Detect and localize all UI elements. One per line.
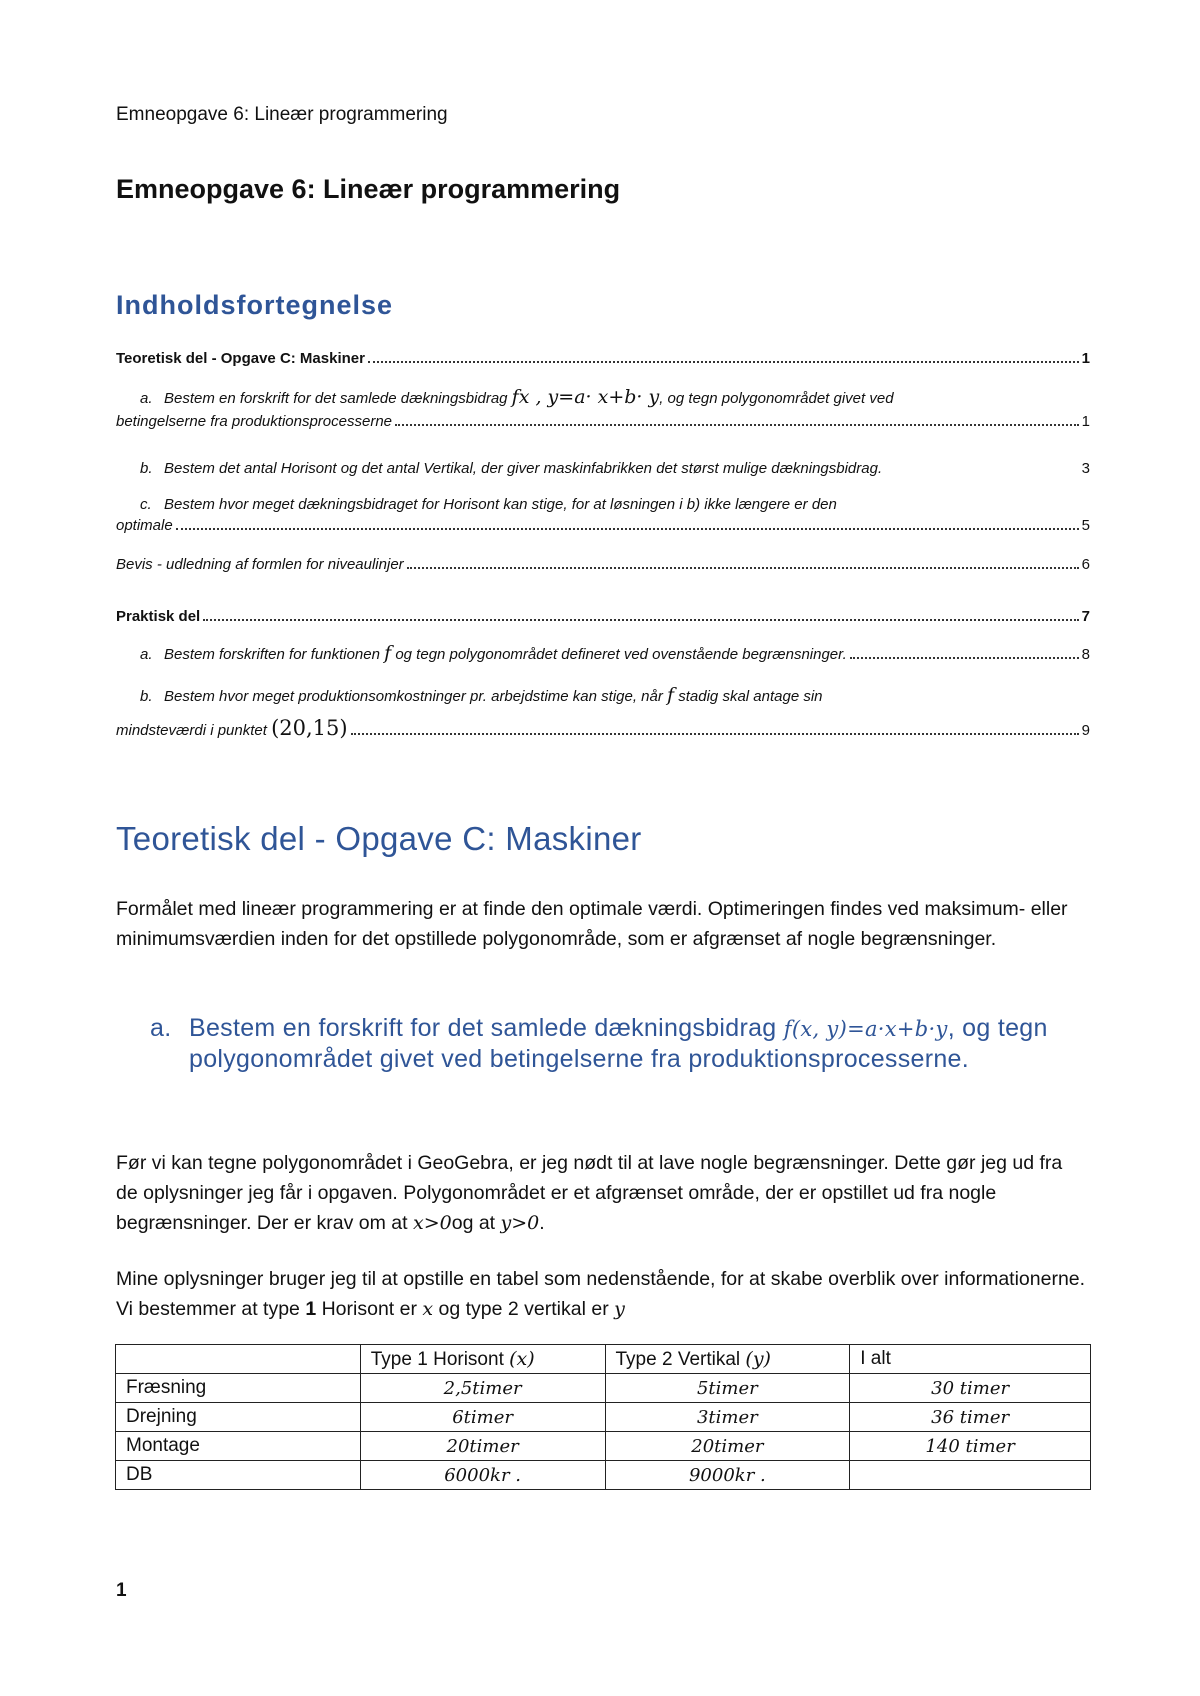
toc-entry-text: Bevis - udledning af formlen for niveaulinjer — [116, 556, 404, 573]
inline-math: x — [422, 1298, 434, 1320]
table-row-label: DB — [116, 1461, 361, 1490]
toc-entry-line2: mindsteværdi i punktet — [116, 722, 267, 739]
document-title: Emneopgave 6: Lineær programmering — [116, 174, 621, 204]
toc-dot-leader — [203, 619, 1078, 621]
toc-page-number: 1 — [1081, 350, 1090, 367]
table-cell: 3timer — [605, 1403, 850, 1432]
subsection-text: Bestem en forskrift for det samlede dækningsbidrag — [189, 1014, 777, 1042]
table-cell — [850, 1461, 1091, 1490]
table-header-horisont: Type 1 Horisont (x) — [360, 1345, 605, 1374]
table-cell: 20timer — [360, 1432, 605, 1461]
subsection-text-after: , og tegn polygonområdet givet ved betingelserne fra produktionsprocesserne. — [189, 1014, 1048, 1073]
table-cell: 9000kr . — [605, 1461, 850, 1490]
page-number: 1 — [116, 1580, 127, 1601]
section-title: Teoretisk del - Opgave C: Maskiner — [116, 820, 642, 857]
table-cell: 140 timer — [850, 1432, 1091, 1461]
table-row — [116, 1432, 1091, 1461]
toc-letter: b. — [140, 460, 153, 477]
toc-math: (20,15) — [271, 716, 348, 740]
table-row-label: Montage — [116, 1432, 361, 1461]
toc-page-number: 9 — [1081, 722, 1090, 739]
toc-page-number: 7 — [1081, 608, 1090, 625]
toc-entry-bevis[interactable] — [116, 556, 1090, 573]
toc-entry-b[interactable] — [116, 460, 1090, 477]
paragraph-text: Horisont er — [321, 1298, 417, 1320]
toc-entry-c[interactable] — [116, 496, 1090, 534]
toc-math: f — [667, 684, 675, 706]
table-header-row — [116, 1345, 1091, 1374]
toc-entry-a[interactable] — [116, 386, 1090, 430]
toc-heading: Indholdsfortegnelse — [116, 290, 394, 320]
table-cell: 6000kr . — [360, 1461, 605, 1490]
table-row — [116, 1403, 1091, 1432]
toc-entry-text: Bestem hvor meget produktionsomkostninger pr. arbejdstime kan stige, når — [164, 688, 663, 705]
table-cell: 20timer — [605, 1432, 850, 1461]
toc-entry-text: Teoretisk del - Opgave C: Maskiner — [116, 350, 365, 367]
toc-entry-text: Bestem forskriften for funktionen — [164, 646, 380, 663]
running-header: Emneopgave 6: Lineær programmering — [116, 104, 448, 125]
table-row-label: Fræsning — [116, 1374, 361, 1403]
inline-number: 1 — [305, 1298, 317, 1320]
toc-dot-leader — [395, 424, 1079, 426]
toc-entry-praktisk-b[interactable] — [116, 684, 1090, 740]
toc-entry-praktisk-a[interactable] — [116, 642, 1090, 664]
toc-entry-line2: optimale — [116, 517, 173, 534]
toc-math: fx , y=a· x+b· y — [511, 386, 660, 408]
paragraph-text: og type 2 vertikal er — [438, 1298, 609, 1320]
inline-math: y>0 — [500, 1212, 540, 1234]
table-cell: 6timer — [360, 1403, 605, 1432]
toc-page-number: 3 — [1081, 460, 1090, 477]
production-table — [115, 1344, 1091, 1490]
table-header-total: I alt — [850, 1345, 1091, 1374]
toc-entry-text: Praktisk del — [116, 608, 201, 625]
intro-paragraph: Formålet med lineær programmering er at finde den optimale værdi. Optimeringen findes ved maksimum- eller minimumsværdien inden for det opstillede polygonområde, som er afgrænset af nogle begrænsninger. — [116, 898, 1068, 950]
toc-entry-text-after: og tegn polygonområdet defineret ved ovenstående begrænsninger. — [395, 646, 847, 663]
subsection-math: f(x, y)=a·x+b·y — [783, 1017, 948, 1041]
table-header-blank — [116, 1345, 361, 1374]
subsection-heading-a — [150, 1013, 1080, 1074]
table-row — [116, 1374, 1091, 1403]
table-cell: 30 timer — [850, 1374, 1091, 1403]
toc-entry-line2: betingelserne fra produktionsprocesserne — [116, 413, 392, 430]
toc-entry-text-after: stadig skal antage sin — [678, 688, 823, 705]
toc-page-number: 6 — [1081, 556, 1090, 573]
paragraph-text: . — [539, 1212, 545, 1234]
toc-letter: b. — [140, 688, 153, 705]
toc-letter: a. — [140, 646, 153, 663]
toc-page-number: 1 — [1081, 413, 1090, 430]
toc-dot-leader — [176, 528, 1079, 530]
toc-entry-text: Bestem det antal Horisont og det antal Vertikal, der giver maskinfabrikken det størst mulige dækningsbidrag. — [164, 460, 883, 477]
paragraph-constraints — [116, 1148, 1086, 1238]
toc-dot-leader — [351, 733, 1079, 735]
paragraph-text: Mine oplysninger bruger jeg til at opstille en tabel som nedenstående, for at skabe overblik over informationerne. Vi bestemmer at type — [116, 1268, 1086, 1320]
toc-entry-teoretisk[interactable] — [116, 350, 1090, 367]
toc-dot-leader — [407, 567, 1079, 569]
toc-letter: c. — [140, 496, 152, 513]
toc-math: f — [384, 642, 392, 664]
inline-math: y — [614, 1298, 625, 1320]
table-cell: 36 timer — [850, 1403, 1091, 1432]
paragraph-text: og at — [451, 1212, 496, 1234]
table-cell: 5timer — [605, 1374, 850, 1403]
toc-entry-text-after: , og tegn polygonområdet givet ved — [659, 390, 894, 407]
toc-entry-praktisk[interactable] — [116, 608, 1090, 625]
toc-letter: a. — [140, 390, 153, 407]
paragraph-table-intro — [116, 1264, 1086, 1324]
paragraph-text: Før vi kan tegne polygonområdet i GeoGebra, er jeg nødt til at lave nogle begrænsninger. Dette gør jeg ud fra de oplysninger jeg får i opgaven. Polygonområdet er et afgrænset område, der er opstillet ud fra nogle begrænsninger. Der er krav om at — [116, 1152, 1063, 1234]
toc-dot-leader — [850, 657, 1079, 659]
table-row-label: Drejning — [116, 1403, 361, 1432]
toc-dot-leader — [368, 361, 1079, 363]
toc-entry-text: Bestem en forskrift for det samlede dækningsbidrag — [164, 390, 508, 407]
table-header-vertikal: Type 2 Vertikal (y) — [605, 1345, 850, 1374]
subsection-letter: a. — [150, 1014, 172, 1042]
inline-math: x>0 — [412, 1212, 452, 1234]
table-row — [116, 1461, 1091, 1490]
toc-entry-text: Bestem hvor meget dækningsbidraget for Horisont kan stige, for at løsningen i b) ikke længere er den — [164, 496, 837, 513]
table-cell: 2,5timer — [360, 1374, 605, 1403]
toc-page-number: 5 — [1081, 517, 1090, 534]
toc-page-number: 8 — [1081, 646, 1090, 663]
